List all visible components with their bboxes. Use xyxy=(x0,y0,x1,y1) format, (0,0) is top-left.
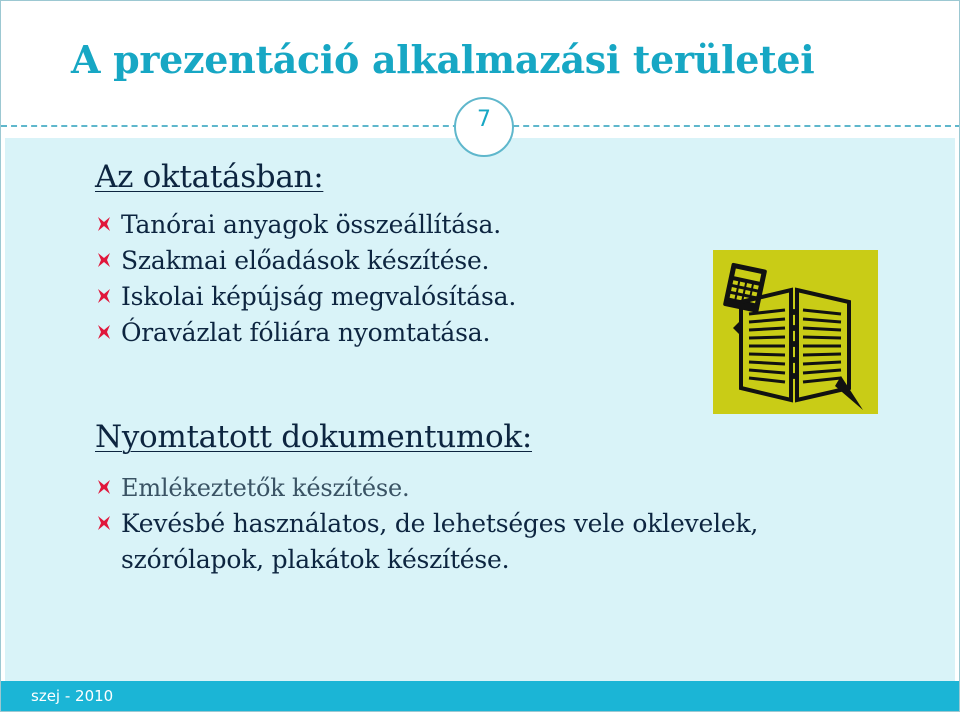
bullet-list-printed-documents xyxy=(97,470,881,578)
list-item xyxy=(97,470,881,506)
bullet-text: Tanórai anyagok összeállítása. xyxy=(121,210,501,239)
footer-text: szej - 2010 xyxy=(31,687,114,705)
section-heading-education: Az oktatásban: xyxy=(95,159,324,195)
red-ornament-bullet-icon xyxy=(97,478,111,496)
list-item xyxy=(97,279,516,315)
section-heading-printed-documents: Nyomtatott dokumentumok: xyxy=(95,419,533,455)
page-number: 7 xyxy=(477,107,491,132)
bullet-text: Emlékeztetők készítése. xyxy=(121,474,410,502)
planner-calculator-clipart-icon xyxy=(713,250,878,414)
bullet-text: Szakmai előadások készítése. xyxy=(121,246,490,275)
bullet-text: Iskolai képújság megvalósítása. xyxy=(121,282,517,311)
footer-bar xyxy=(1,681,960,712)
red-ornament-bullet-icon xyxy=(97,323,111,341)
bullet-text: Kevésbé használatos, de lehetséges vele oklevelek, szórólapok, plakátok készítése. xyxy=(121,509,759,574)
list-item xyxy=(97,207,516,243)
red-ornament-bullet-icon xyxy=(97,514,111,532)
bullet-list-education xyxy=(97,207,516,351)
clipart-drawing xyxy=(713,250,878,414)
red-ornament-bullet-icon xyxy=(97,251,111,269)
list-item xyxy=(97,315,516,351)
slide-title: A prezentáció alkalmazási területei xyxy=(71,37,815,82)
red-ornament-bullet-icon xyxy=(97,215,111,233)
list-item xyxy=(97,506,881,578)
red-ornament-bullet-icon xyxy=(97,287,111,305)
bullet-text: Óravázlat fóliára nyomtatása. xyxy=(121,318,491,347)
list-item xyxy=(97,243,516,279)
